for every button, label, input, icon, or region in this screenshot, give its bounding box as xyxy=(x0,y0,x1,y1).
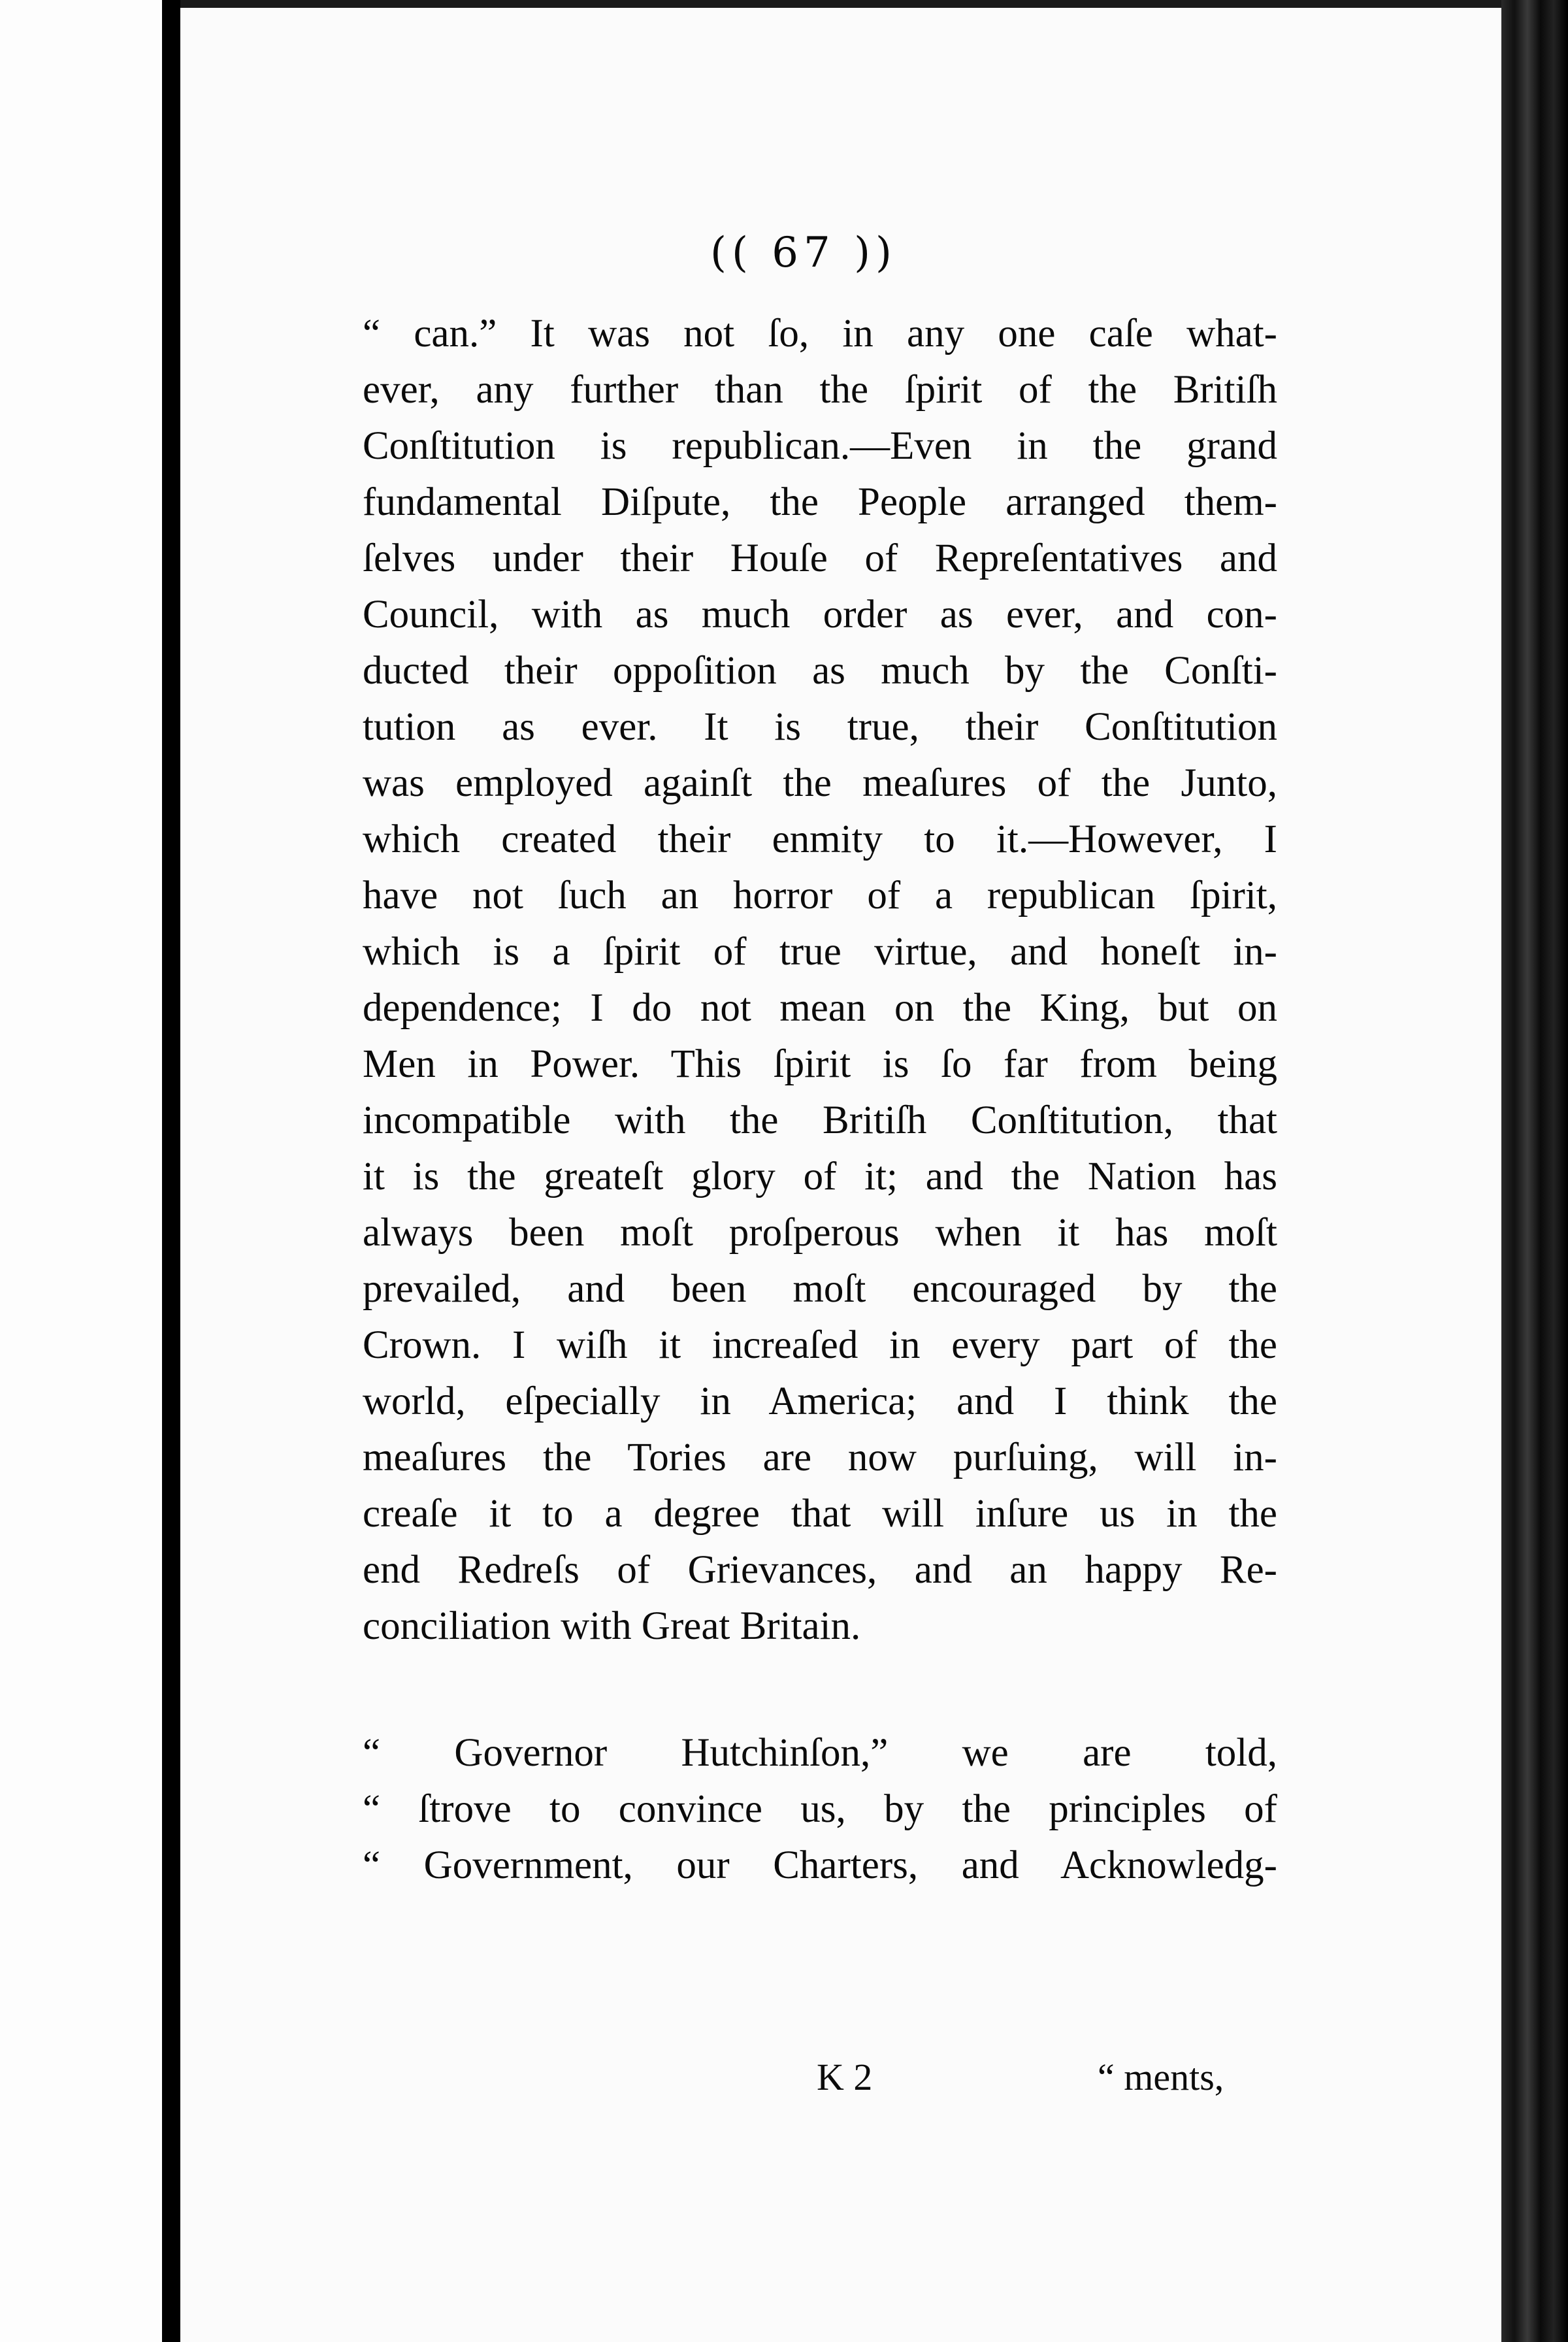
text-line: ever, any further than the ſpirit of the Britiſh xyxy=(363,368,1277,412)
text-line: creaſe it to a degree that will inſure us in the xyxy=(363,1492,1277,1536)
text-line: which created their enmity to it.—However, I xyxy=(363,817,1277,861)
text-line: ducted their oppoſition as much by the Conſti- xyxy=(363,649,1277,693)
text-line: Men in Power. This ſpirit is ſo far from being xyxy=(363,1042,1277,1086)
text-line: end Redreſs of Grievances, and an happy Re- xyxy=(363,1548,1277,1592)
text-line: dependence; I do not mean on the King, but on xyxy=(363,986,1277,1030)
text-line: Conſtitution is republican.—Even in the grand xyxy=(363,424,1277,468)
quote-line: “ ſtrove to convince us, by the principles of xyxy=(363,1787,1277,1831)
text-line: ſelves under their Houſe of Repreſentatives and xyxy=(363,536,1277,580)
text-line: world, eſpecially in America; and I think the xyxy=(363,1379,1277,1423)
text-line: conciliation with Great Britain. xyxy=(363,1604,861,1648)
book-gutter xyxy=(162,0,180,2342)
text-line: tution as ever. It is true, their Conſtitution xyxy=(363,705,1277,749)
text-line: was employed againſt the meaſures of the Junto, xyxy=(363,761,1277,805)
text-line: have not ſuch an horror of a republican ſpirit, xyxy=(363,874,1277,917)
page-top-shadow xyxy=(180,0,1501,8)
quote-line: “ Governor Hutchinſon,” we are told, xyxy=(363,1731,1277,1775)
text-line: incompatible with the Britiſh Conſtitution, that xyxy=(363,1098,1277,1142)
text-line: Council, with as much order as ever, and con- xyxy=(363,593,1277,636)
body-text xyxy=(363,306,1277,1894)
text-line: which is a ſpirit of true virtue, and honeſt in- xyxy=(363,930,1277,974)
signature-mark: K 2 xyxy=(817,2056,873,2098)
facing-page-edge xyxy=(0,0,162,2342)
catchword: “ ments, xyxy=(1098,2056,1224,2098)
text-line: fundamental Diſpute, the People arranged them- xyxy=(363,480,1277,524)
quote-line: “ Government, our Charters, and Acknowledg- xyxy=(363,1843,1277,1887)
text-line: meaſures the Tories are now purſuing, will in- xyxy=(363,1436,1277,1479)
paragraph-gap xyxy=(363,1655,1277,1725)
text-line: Crown. I wiſh it increaſed in every part of the xyxy=(363,1323,1277,1367)
page-header: (( 67 )) xyxy=(710,229,897,277)
text-line: “ can.” It was not ſo, in any one caſe what- xyxy=(363,312,1277,355)
page-stack-edge xyxy=(1501,0,1568,2342)
text-line: prevailed, and been moſt encouraged by the xyxy=(363,1267,1277,1311)
text-line: it is the greateſt glory of it; and the Nation has xyxy=(363,1155,1277,1198)
text-line: always been moſt proſperous when it has moſt xyxy=(363,1211,1277,1255)
